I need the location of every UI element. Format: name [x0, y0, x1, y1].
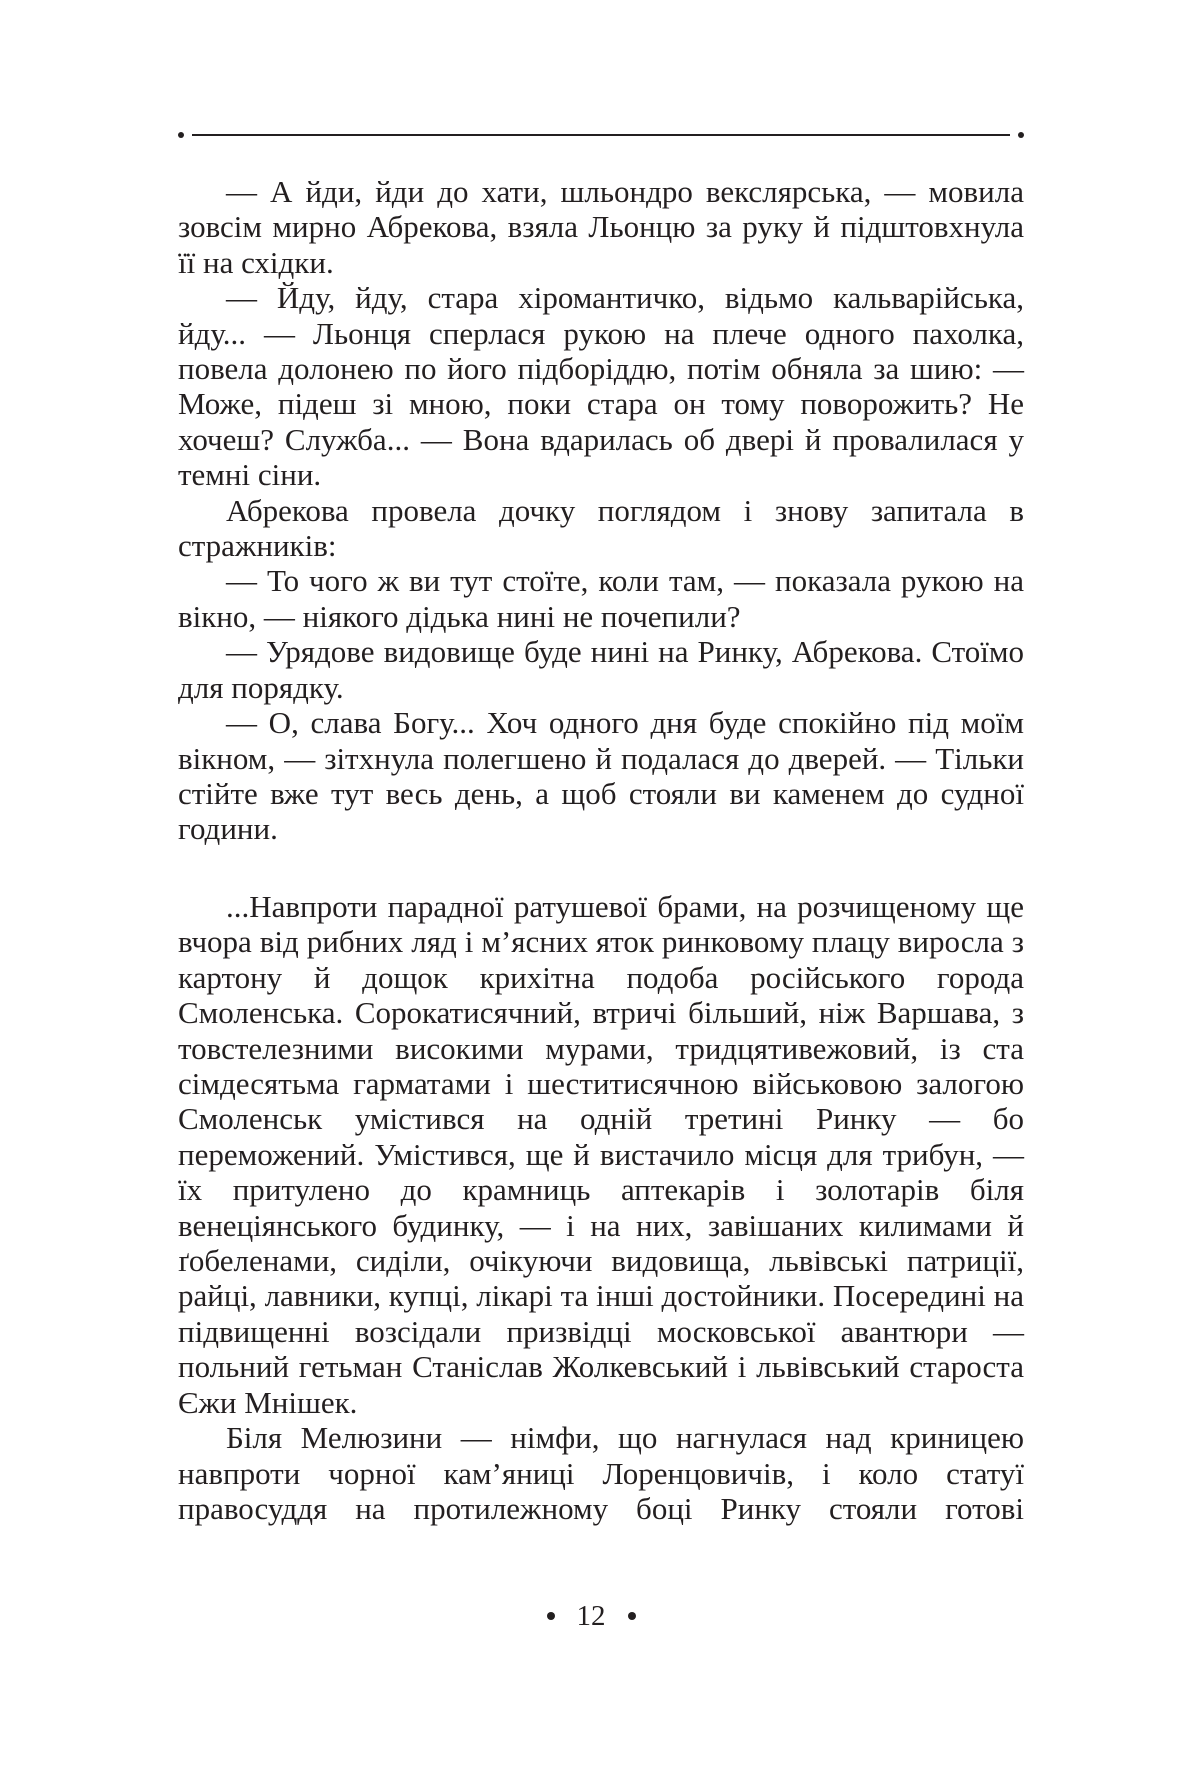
dialogue-section [178, 174, 1024, 847]
narrative-section [178, 889, 1024, 1526]
rule-left-dot [178, 132, 184, 138]
paragraph: Біля Мелюзини — німфи, що нагнулася над криницею навпроти чорної кам’яниці Лоренцовичів, і коло статуї правосуддя на протилежному боці Ринку стояли готові [178, 1420, 1024, 1526]
header-rule [178, 131, 1024, 139]
paragraph: — То чого ж ви тут стоїте, коли там, — показала рукою на вікно, — ніякого дідька нині не почепили? [178, 563, 1024, 634]
paragraph: ...Навпроти парадної ратушевої брами, на розчищеному ще вчора від рибних ляд і м’ясних яток ринковому плацу виросла з картону й дощок крихітна подоба російського города Смоленська. Сорокатисячний, втричі більший, ніж Варшава, з товстелезними високими мурами, тридцятивежовий, із ста сімдесятьма гарматами і шеститисячною військовою залогою Смоленськ умістився на одній третині Ринку — бо переможений. Умістився, ще й вистачило місця для трибун, — їх притулено до крамниць аптекарів і золотарів біля венеціянського будинку, — і на них, завішаних килимами й ґобеленами, сиділи, очікуючи видовища, львівські патриції, райці, лавники, купці, лікарі та інші достойники. Посередині на підвищенні возсідали призвідці московської авантюри — польний гетьман Станіслав Жолкевський і львівський староста Єжи Мнішек. [178, 889, 1024, 1420]
paragraph: — Урядове видовище буде нині на Ринку, Абрекова. Стоїмо для порядку. [178, 634, 1024, 705]
page-footer [0, 1598, 1182, 1634]
rule-line [192, 134, 1010, 136]
paragraph: Абрекова провела дочку поглядом і знову запитала в стражників: [178, 492, 1024, 564]
bullet-icon [628, 1612, 636, 1620]
paragraph: — Йду, йду, стара хіромантичко, відьмо кальварійська, йду... — Льонця сперлася рукою на плече одного пахолка, повела долонею по його підборіддю, потім обняла за шию: — Може, підеш зі мною, поки стара он тому поворожить? Не хочеш? Служба... — Вона вдарилась об двері й провалилася у темні сіни. [178, 280, 1024, 493]
rule-right-dot [1018, 132, 1024, 138]
paragraph: — О, слава Богу... Хоч одного дня буде спокійно під моїм вікном, — зітхнула полегшено й подалася до дверей. — Тільки стійте вже тут весь день, а щоб стояли ви каменем до судної години. [178, 705, 1024, 847]
paragraph: — А йди, йди до хати, шльондро векслярська, — мовила зовсім мирно Абрекова, взяла Льонцю за руку й підштовхнула її на східки. [178, 174, 1024, 280]
bullet-icon [547, 1612, 555, 1620]
page-number: 12 [576, 1600, 606, 1632]
